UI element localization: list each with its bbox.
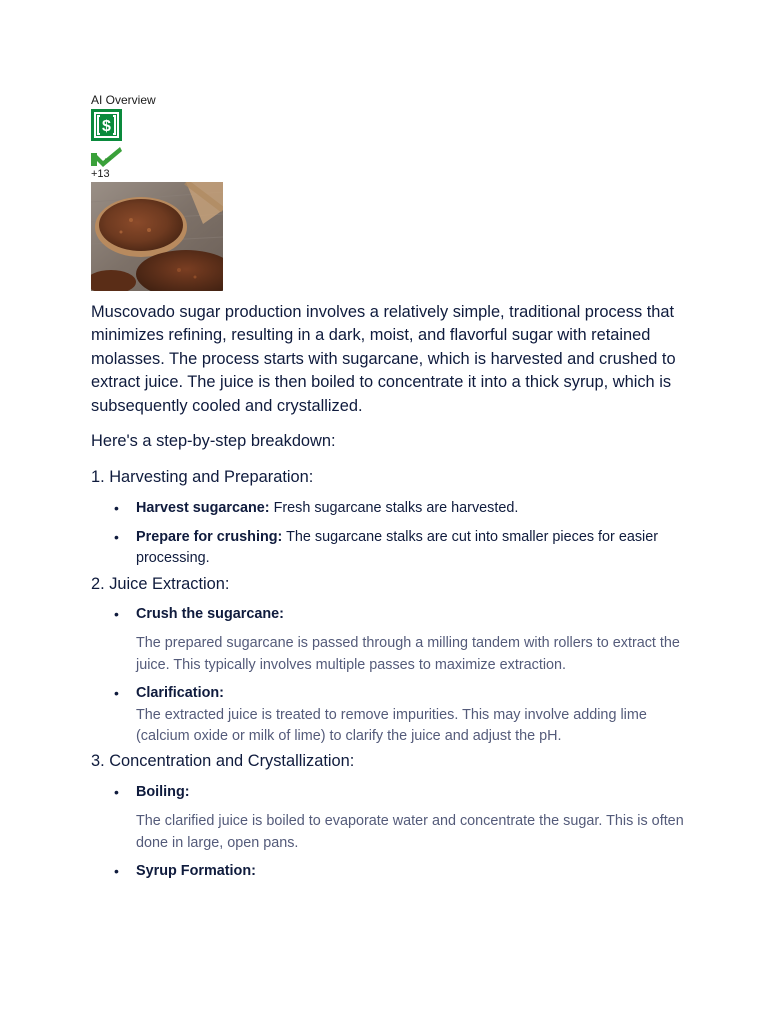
dollar-bracket-icon[interactable] xyxy=(91,109,122,141)
step-title: Prepare for crushing: xyxy=(136,528,283,545)
checkmark-icon[interactable] xyxy=(91,146,122,168)
bullet-icon: • xyxy=(114,605,119,622)
bullet-icon: • xyxy=(114,528,119,545)
bullet-icon: • xyxy=(114,500,119,517)
list-item xyxy=(114,782,691,855)
list-item xyxy=(114,861,691,883)
list-item xyxy=(114,604,691,677)
section-heading-harvesting: 1. Harvesting and Preparation: xyxy=(91,468,314,487)
step-description: The clarified juice is boiled to evaporate water and concentrate the sugar. This is often done in large, open pans. xyxy=(136,813,684,851)
concentration-steps-list xyxy=(91,782,691,883)
section-heading-juice-extraction: 2. Juice Extraction: xyxy=(91,574,230,593)
intro-paragraph: Muscovado sugar production involves a relatively simple, traditional process that minimizes refining, resulting in a dark, moist, and flavorful sugar with retained molasses. The process starts with sugarcane, which is harvested and crushed to extract juice. The juice is then boiled to concentrate it into a thick syrup, which is subsequently cooled and crystallized. xyxy=(91,303,676,415)
step-title: Crush the sugarcane: xyxy=(136,605,284,622)
bullet-icon: • xyxy=(114,685,119,702)
juice-extraction-steps-list xyxy=(91,604,691,748)
list-item xyxy=(114,683,691,748)
list-item xyxy=(114,498,691,520)
section-heading-concentration: 3. Concentration and Crystallization: xyxy=(91,751,355,770)
breakdown-label: Here's a step-by-step breakdown: xyxy=(91,432,336,451)
bullet-icon: • xyxy=(114,783,119,800)
more-sources-count[interactable]: +13 xyxy=(91,168,110,180)
step-text: The sugarcane stalks are cut into smaller pieces for easier processing. xyxy=(136,528,659,567)
step-description: The prepared sugarcane is passed through a milling tandem with rollers to extract the juice. This typically involves multiple passes to maximize extraction. xyxy=(136,635,680,673)
ai-overview-panel xyxy=(91,93,691,883)
ai-overview-label: AI Overview xyxy=(91,93,156,107)
list-item xyxy=(114,527,691,570)
step-title: Boiling: xyxy=(136,783,190,800)
bullet-icon: • xyxy=(114,863,119,880)
svg-text:$: $ xyxy=(102,118,111,135)
muscovado-sugar-image[interactable] xyxy=(91,182,223,291)
step-description: The extracted juice is treated to remove impurities. This may involve adding lime (calcium oxide or milk of lime) to clarify the juice and adjust the pH. xyxy=(136,706,647,745)
step-title: Syrup Formation: xyxy=(136,863,256,880)
harvesting-steps-list xyxy=(91,498,691,570)
step-text: Fresh sugarcane stalks are harvested. xyxy=(269,500,519,517)
step-title: Clarification: xyxy=(136,685,224,702)
step-title: Harvest sugarcane: xyxy=(136,500,270,517)
